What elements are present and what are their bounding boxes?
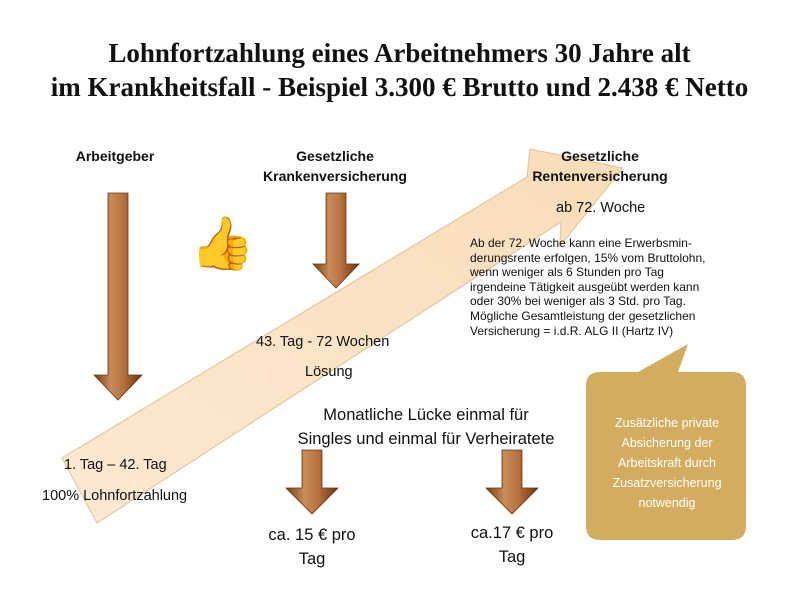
rv-description <box>470 236 772 338</box>
bubble-line-5: notwendig <box>638 496 696 510</box>
single-amount-line-1: ca. 15 € pro <box>268 526 356 544</box>
bubble-line-1: Zusätzliche private <box>614 416 720 430</box>
ag-period: 1. Tag – 42. Tag <box>64 457 167 473</box>
rv-desc-line-6: Mögliche Gesamtleistung der gesetzlichen <box>470 308 696 323</box>
krankenversicherung-down-arrow <box>313 193 359 288</box>
married-gap-amount <box>452 521 572 569</box>
header-rv-line-2: Rentenversicherung <box>532 168 668 184</box>
gap-description <box>266 403 586 451</box>
page-title <box>0 36 799 104</box>
bubble-line-2: Absicherung der <box>621 436 713 450</box>
rv-desc-line-5: oder 30% bei weniger als 3 Std. pro Tag. <box>470 294 686 309</box>
bubble-line-4: Zusatzversicherung <box>612 476 722 490</box>
header-rv-line-1: Gesetzliche <box>561 148 639 164</box>
header-arbeitgeber: Arbeitgeber <box>75 148 155 164</box>
rv-period: ab 72. Woche <box>556 200 646 216</box>
kv-solution: Lösung <box>305 364 353 380</box>
speech-bubble-text <box>596 413 738 513</box>
married-gap-down-arrow <box>486 450 538 514</box>
rv-desc-line-1: Ab der 72. Woche kann eine Erwerbsmin- <box>470 236 692 250</box>
ag-payment: 100% Lohnfortzahlung <box>42 488 188 504</box>
title-line-2: im Krankheitsfall - Beispiel 3.300 € Brutto und 2.438 € Netto <box>50 72 749 102</box>
single-gap-amount <box>252 523 372 571</box>
rv-desc-line-3: wenn weniger als 6 Stunden pro Tag <box>470 265 664 280</box>
rv-desc-line-2: derungsrente erfolgen, 15% vom Bruttolohn, <box>470 250 706 265</box>
gap-line-1: Monatliche Lücke einmal für <box>323 406 529 424</box>
header-krankenversicherung <box>245 146 425 186</box>
gap-line-2: Singles und einmal für Verheiratete <box>297 430 555 448</box>
header-kv-line-2: Krankenversicherung <box>263 168 407 184</box>
header-kv-line-1: Gesetzliche <box>296 148 374 164</box>
single-gap-down-arrow <box>286 450 338 514</box>
bubble-line-3: Arbeitskraft durch <box>618 456 716 470</box>
title-line-1: Lohnfortzahlung eines Arbeitnehmers 30 Jahre alt <box>108 38 691 68</box>
rv-desc-line-7: Versicherung = i.d.R. ALG II (Hartz IV) <box>470 323 674 338</box>
header-rentenversicherung <box>515 146 685 186</box>
rv-desc-line-4: irgendeine Tätigkeit ausgeübt werden kann <box>470 279 700 294</box>
arbeitgeber-down-arrow <box>94 193 142 400</box>
married-amount-line-2: Tag <box>498 548 526 566</box>
thumbs-up-icon: 👍 <box>190 215 255 273</box>
married-amount-line-1: ca.17 € pro <box>470 524 554 542</box>
kv-period: 43. Tag - 72 Wochen <box>256 334 390 350</box>
single-amount-line-2: Tag <box>298 550 326 568</box>
